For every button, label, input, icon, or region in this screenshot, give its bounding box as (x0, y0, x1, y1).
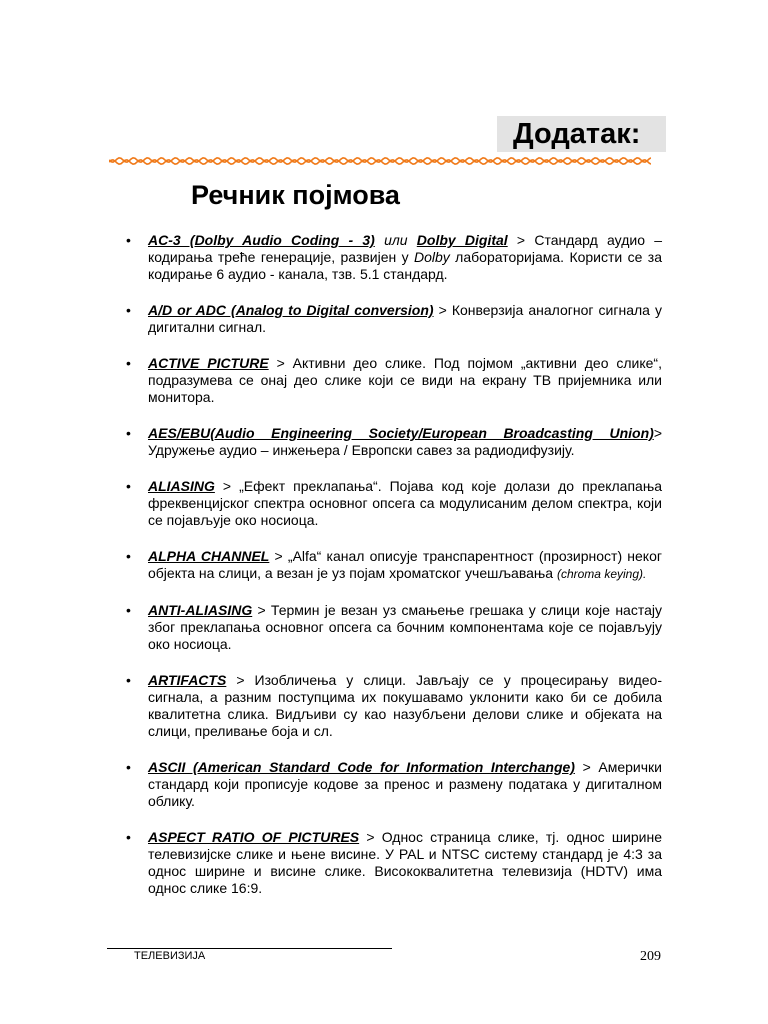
glossary-term: ARTIFACTS (148, 672, 227, 688)
glossary-definition: > Конверзија аналогног сигнала у дигитални сигнал. (148, 302, 662, 335)
bullet-icon: • (126, 355, 131, 371)
glossary-entry (126, 302, 662, 336)
bullet-icon: • (126, 672, 131, 688)
glossary-entry (126, 672, 662, 740)
glossary-term: AC-3 (Dolby Audio Coding - 3) (148, 232, 375, 248)
glossary-definition: > „Alfa“ канал описује транспарентност (прозирност) неког објекта на слици, а везан је уз појам хроматског учешљавања (148, 548, 662, 581)
glossary-term: AES/EBU(Audio Engineering Society/European Broadcasting Union) (148, 425, 654, 441)
bullet-icon: • (126, 425, 131, 441)
bullet-icon: • (126, 759, 131, 775)
footer-rule (107, 948, 392, 949)
footer-book-title: ТЕЛЕВИЗИЈА (134, 950, 206, 962)
glossary-term: ASCII (American Standard Code for Information Interchange) (148, 759, 575, 775)
glossary-term: ANTI-ALIASING (148, 602, 253, 618)
glossary-entry (126, 759, 662, 810)
glossary-entry (126, 355, 662, 406)
glossary-definition: > Стандард аудио – кодирања треће генерације, развијен у (148, 232, 662, 265)
glossary-entry (126, 478, 662, 529)
glossary-definition-cont: лабораторијама. Користи се за кодирање 6 аудио - канала, тзв. 5.1 стандард. (148, 249, 662, 282)
bullet-icon: • (126, 478, 131, 494)
glossary-term: ACTIVE PICTURE (148, 355, 269, 371)
glossary-entry (126, 829, 662, 897)
bullet-icon: • (126, 829, 131, 845)
glossary-note: (chroma keying). (556, 567, 647, 581)
page-header-title: Додатак: (513, 118, 641, 150)
glossary-term: ASPECT RATIO OF PICTURES (148, 829, 360, 845)
bullet-icon: • (126, 232, 131, 248)
glossary-entry (126, 602, 662, 653)
glossary-definition: > Изобличења у слици. Јављају се у процесирању видео-сигнала, а разним поступцима их покушавамо уклонити како би се добила квалитетна слика. Видљиви су као назубљени делови слике и објеката на слици, преливање боја и сл. (148, 672, 662, 739)
bullet-icon: • (126, 548, 131, 564)
glossary-entry (126, 232, 662, 283)
glossary-entry (126, 425, 662, 459)
glossary-definition: > „Ефект преклапања“. Појава код које долази до преклапања фреквенцијског спектра основног опсега са модулисаним делом спектра, који се појављује око носиоца. (148, 478, 662, 528)
glossary-definition: > Термин је везан уз смањење грешака у слици које настају због преклапања основног опсега са бочним компонентама које се појављују око носиоца. (148, 602, 662, 652)
term-separator: или (374, 232, 417, 248)
decorative-wavy-line (109, 155, 651, 167)
page-number: 209 (640, 949, 661, 964)
glossary-definition: > Однос страница слике, тј. однос ширине телевизијске слике и њене висине. У PAL и NTSC систему стандард је 4:3 за однос ширине и висине слике. Висококвалитетна телевизија (HDTV) има однос слике 16:9. (148, 829, 662, 896)
brand-name: Dolby (414, 249, 450, 265)
glossary-term-alt: Dolby Digital (416, 232, 508, 248)
glossary-term: ALPHA CHANNEL (148, 548, 270, 564)
glossary-term: A/D or ADC (Analog to Digital conversion) (148, 302, 434, 318)
glossary-definition: > Активни део слике. Под појмом „активни део слике“, подразумева се онај део слике који се види на екрану ТВ пријемника или монитора. (148, 355, 662, 405)
section-title: Речник појмова (191, 180, 400, 210)
glossary-entry (126, 548, 662, 583)
glossary-definition: > Удружење аудио – инжењера / Европски савез за радиодифузију. (148, 425, 662, 458)
bullet-icon: • (126, 302, 131, 318)
bullet-icon: • (126, 602, 131, 618)
glossary-list (126, 232, 662, 897)
glossary-term: ALIASING (148, 478, 215, 494)
glossary-definition: > Амерички стандард који прописује кодове за пренос и размену података у дигиталном облику. (148, 759, 662, 809)
